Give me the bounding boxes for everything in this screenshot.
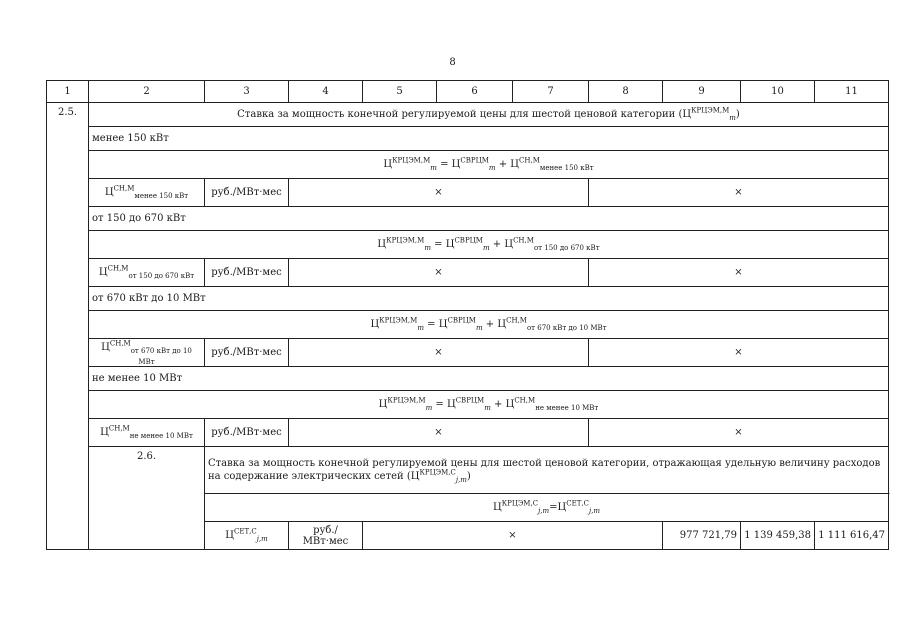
times-mark: ×	[363, 522, 663, 550]
section-2-5-title-row	[47, 103, 889, 127]
times-mark: ×	[589, 179, 889, 207]
times-mark: ×	[289, 339, 589, 367]
header-cell: 5	[363, 81, 437, 103]
section-title: Ставка за мощность конечной регулируемой цены для шестой ценовой категории, отражающая удельную величину расходов на содержание электрических сетей $(Ц^{КРЦЭМ,С}_{j,m})$	[205, 447, 889, 494]
table-row	[47, 339, 889, 367]
table-row	[47, 179, 889, 207]
table-row	[47, 419, 889, 447]
rate-symbol: $Ц^{СЕТ,С}_{j,m}$	[205, 522, 289, 550]
value-cell: 1 111 616,47	[815, 522, 889, 550]
category-label: менее 150 кВт	[89, 127, 889, 151]
section-number: 2.5.	[47, 103, 89, 550]
rate-symbol: $Ц^{СН,М}_{от 150 до 670 кВт}$	[89, 259, 205, 287]
category-label: от 670 кВт до 10 МВт	[89, 287, 889, 311]
header-cell: 7	[513, 81, 589, 103]
header-cell: 4	[289, 81, 363, 103]
times-mark: ×	[589, 259, 889, 287]
formula: $Ц^{КРЦЭМ,М}_m = Ц^{СВРЦМ}_m + Ц^{СН,М}_{не менее 10 МВт}$	[89, 391, 889, 419]
unit-cell: руб./МВт·мес	[205, 179, 289, 207]
rate-symbol: $Ц^{СН,М}_{менее 150 кВт}$	[89, 179, 205, 207]
section-title: Ставка за мощность конечной регулируемой цены для шестой ценовой категории $(Ц^{КРЦЭМ,М}_m)$	[89, 103, 889, 127]
header-cell: 9	[663, 81, 741, 103]
rate-symbol: $Ц^{СН,М}_{не менее 10 МВт}$	[89, 419, 205, 447]
category-label: от 150 до 670 кВт	[89, 207, 889, 231]
unit-cell: руб./МВт·мес	[205, 259, 289, 287]
value-cell: 977 721,79	[663, 522, 741, 550]
header-cell: 3	[205, 81, 289, 103]
formula: $Ц^{КРЦЭМ,С}_{j,m}=Ц^{СЕТ,С}_{j,m}$	[205, 494, 889, 522]
value-cell: 1 139 459,38	[741, 522, 815, 550]
formula: $Ц^{КРЦЭМ,М}_m = Ц^{СВРЦМ}_m + Ц^{СН,М}_{от 150 до 670 кВт}$	[89, 231, 889, 259]
category-label: не менее 10 МВт	[89, 367, 889, 391]
header-cell: 2	[89, 81, 205, 103]
times-mark: ×	[589, 339, 889, 367]
section-number: 2.6.	[89, 447, 205, 550]
header-cell: 10	[741, 81, 815, 103]
header-cell: 8	[589, 81, 663, 103]
formula: $Ц^{КРЦЭМ,М}_m = Ц^{СВРЦМ}_m + Ц^{СН,М}_{менее 150 кВт}$	[89, 151, 889, 179]
page-number: 8	[449, 57, 456, 68]
tariff-table	[46, 80, 889, 550]
header-cell: 6	[437, 81, 513, 103]
times-mark: ×	[289, 179, 589, 207]
rate-symbol: $Ц^{СН,М}_{от 670 кВт до 10 МВт}$	[89, 339, 205, 367]
header-row	[47, 81, 889, 103]
unit-cell: руб./МВт·мес	[205, 419, 289, 447]
times-mark: ×	[289, 419, 589, 447]
times-mark: ×	[289, 259, 589, 287]
table-row	[47, 259, 889, 287]
unit-cell: руб./МВт·мес	[205, 339, 289, 367]
formula: $Ц^{КРЦЭМ,М}_m = Ц^{СВРЦМ}_m + Ц^{СН,М}_{от 670 кВт до 10 МВт}$	[89, 311, 889, 339]
section-2-6-title-row	[47, 447, 889, 494]
unit-cell: руб./МВт·мес	[289, 522, 363, 550]
header-cell: 11	[815, 81, 889, 103]
header-cell: 1	[47, 81, 89, 103]
times-mark: ×	[589, 419, 889, 447]
